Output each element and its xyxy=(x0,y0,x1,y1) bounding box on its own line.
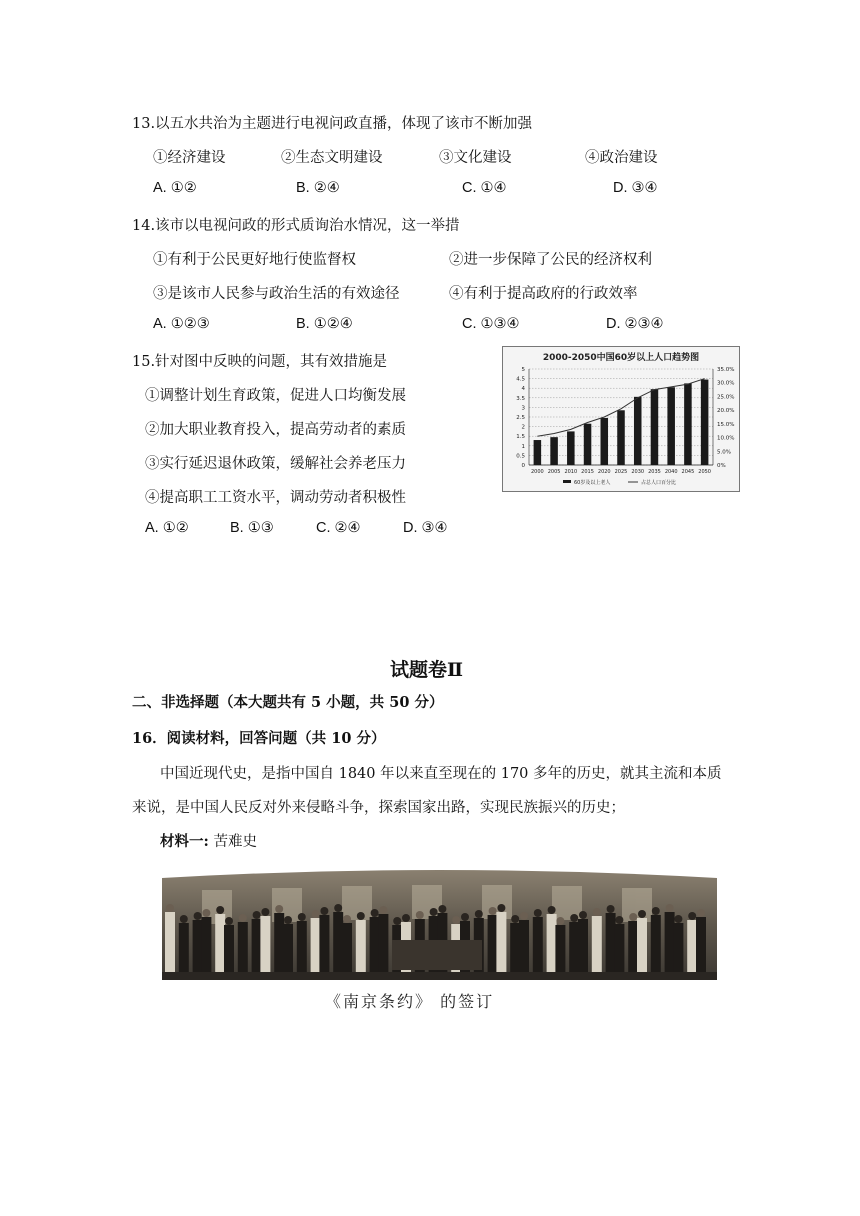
chart-bar xyxy=(534,440,542,465)
q14-answer-d: D. ②③④ xyxy=(606,316,664,332)
q15-answer-a: A. ①② xyxy=(145,520,189,536)
chart-ytick-left-label: 0.5 xyxy=(516,453,525,460)
q14-stem: 14.该市以电视问政的形式质询治水情况，这一举措 xyxy=(132,218,460,234)
chart-ytick-right-label: 0% xyxy=(717,463,726,469)
chart-legend-bar-swatch xyxy=(563,480,571,483)
chart-title: 2000-2050中国60岁以上人口趋势图 xyxy=(542,353,700,363)
q14-item-1: ①有利于公民更好地行使监督权 xyxy=(153,252,356,268)
chart-bar xyxy=(601,418,609,465)
chart-bar xyxy=(617,410,625,465)
q13-item-4: ④政治建设 xyxy=(585,150,658,166)
chart-ytick-left-label: 5 xyxy=(521,367,525,373)
treaty-signing-photo xyxy=(162,868,717,980)
chart-xtick-label: 2025 xyxy=(614,469,628,475)
chart-ytick-right-label: 25.0% xyxy=(717,394,735,401)
q15-item-2: ②加大职业教育投入，提高劳动者的素质 xyxy=(145,422,406,438)
chart-xtick-label: 2050 xyxy=(698,469,712,475)
chart-ytick-right-label: 20.0% xyxy=(717,408,735,415)
q14-item-2: ②进一步保障了公民的经济权利 xyxy=(449,252,652,268)
q15-answer-d: D. ③④ xyxy=(403,520,448,536)
chart-xtick-label: 2010 xyxy=(564,469,578,475)
q13-item-2: ②生态文明建设 xyxy=(281,150,383,166)
chart-ytick-left-label: 4 xyxy=(521,386,525,393)
chart-ytick-left-label: 0 xyxy=(521,463,525,469)
q16-stem: 16．阅读材料，回答问题（共 10 分） xyxy=(132,730,386,747)
chart-bar xyxy=(634,397,642,465)
chart-xtick-label: 2015 xyxy=(581,469,594,475)
chart-ytick-right-label: 5.0% xyxy=(717,449,731,456)
population-chart xyxy=(502,346,740,492)
q14-answer-b: B. ①②④ xyxy=(296,316,353,332)
chart-bar xyxy=(701,380,709,465)
q13-answer-d: D. ③④ xyxy=(613,180,658,196)
q15-answer-c: C. ②④ xyxy=(316,520,361,536)
chart-ytick-right-label: 10.0% xyxy=(717,435,735,442)
chart-bar xyxy=(567,431,575,465)
chart-bar xyxy=(550,437,558,465)
chart-ytick-left-label: 2 xyxy=(521,424,525,431)
q14-answer-c: C. ①③④ xyxy=(462,316,520,332)
q13-stem: 13.以五水共治为主题进行电视问政直播，体现了该市不断加强 xyxy=(132,116,533,132)
chart-bar xyxy=(584,424,592,465)
q13-answer-c: C. ①④ xyxy=(462,180,507,196)
section-heading: 二、非选择题（本大题共有 5 小题，共 50 分） xyxy=(132,694,444,711)
q16-paragraph-line1: 中国近现代史，是指中国自 1840 年以来直至现在的 170 多年的历史，就其主流和本质 xyxy=(160,766,722,782)
chart-legend-bar-label: 60岁及以上老人 xyxy=(574,480,611,486)
chart-bar xyxy=(684,383,692,465)
chart-xtick-label: 2000 xyxy=(530,469,544,475)
chart-xtick-label: 2035 xyxy=(648,469,661,475)
chart-ytick-right-label: 30.0% xyxy=(717,380,735,387)
section-title: 试题卷Ⅱ xyxy=(390,659,464,681)
chart-ytick-left-label: 3 xyxy=(521,405,525,412)
q13-item-3: ③文化建设 xyxy=(439,150,512,166)
material-label: 材料一: xyxy=(160,833,209,850)
q14-item-4: ④有利于提高政府的行政效率 xyxy=(449,286,638,302)
q15-answer-b: B. ①③ xyxy=(230,520,274,536)
q15-item-3: ③实行延迟退休政策，缓解社会养老压力 xyxy=(145,456,406,472)
material-text: 苦难史 xyxy=(213,834,257,850)
chart-xtick-label: 2030 xyxy=(631,469,645,475)
population-chart-svg xyxy=(503,347,739,491)
chart-xtick-label: 2045 xyxy=(681,469,695,475)
chart-legend-line-label: 占总人口百分比 xyxy=(641,480,677,486)
chart-ytick-left-label: 4.5 xyxy=(516,376,525,383)
chart-bar xyxy=(667,387,675,465)
q14-item-3: ③是该市人民参与政治生活的有效途径 xyxy=(153,286,400,302)
q13-item-1: ①经济建设 xyxy=(153,150,226,166)
q13-answer-b: B. ②④ xyxy=(296,180,340,196)
material-one xyxy=(160,830,257,851)
q16-paragraph-line2: 来说，是中国人民反对外来侵略斗争，探索国家出路，实现民族振兴的历史； xyxy=(132,800,625,816)
q14-answer-a: A. ①②③ xyxy=(153,316,210,332)
chart-bar xyxy=(651,389,659,465)
chart-ytick-left-label: 3.5 xyxy=(516,395,525,402)
chart-xtick-label: 2005 xyxy=(547,469,561,475)
chart-ytick-right-label: 15.0% xyxy=(717,421,735,428)
q15-item-4: ④提高职工工资水平，调动劳动者积极性 xyxy=(145,490,406,506)
chart-xtick-label: 2020 xyxy=(597,469,611,475)
chart-ytick-left-label: 2.5 xyxy=(516,415,525,421)
q13-answer-a: A. ①② xyxy=(153,180,197,196)
q15-item-1: ①调整计划生育政策，促进人口均衡发展 xyxy=(145,388,406,404)
chart-xtick-label: 2040 xyxy=(664,469,678,475)
q15-stem: 15.针对图中反映的问题，其有效措施是 xyxy=(132,354,388,370)
chart-ytick-left-label: 1.5 xyxy=(516,434,525,441)
chart-ytick-right-label: 35.0% xyxy=(717,367,735,373)
photo-caption: 《南京条约》 的签订 xyxy=(325,992,495,1011)
chart-ytick-left-label: 1 xyxy=(521,443,525,450)
